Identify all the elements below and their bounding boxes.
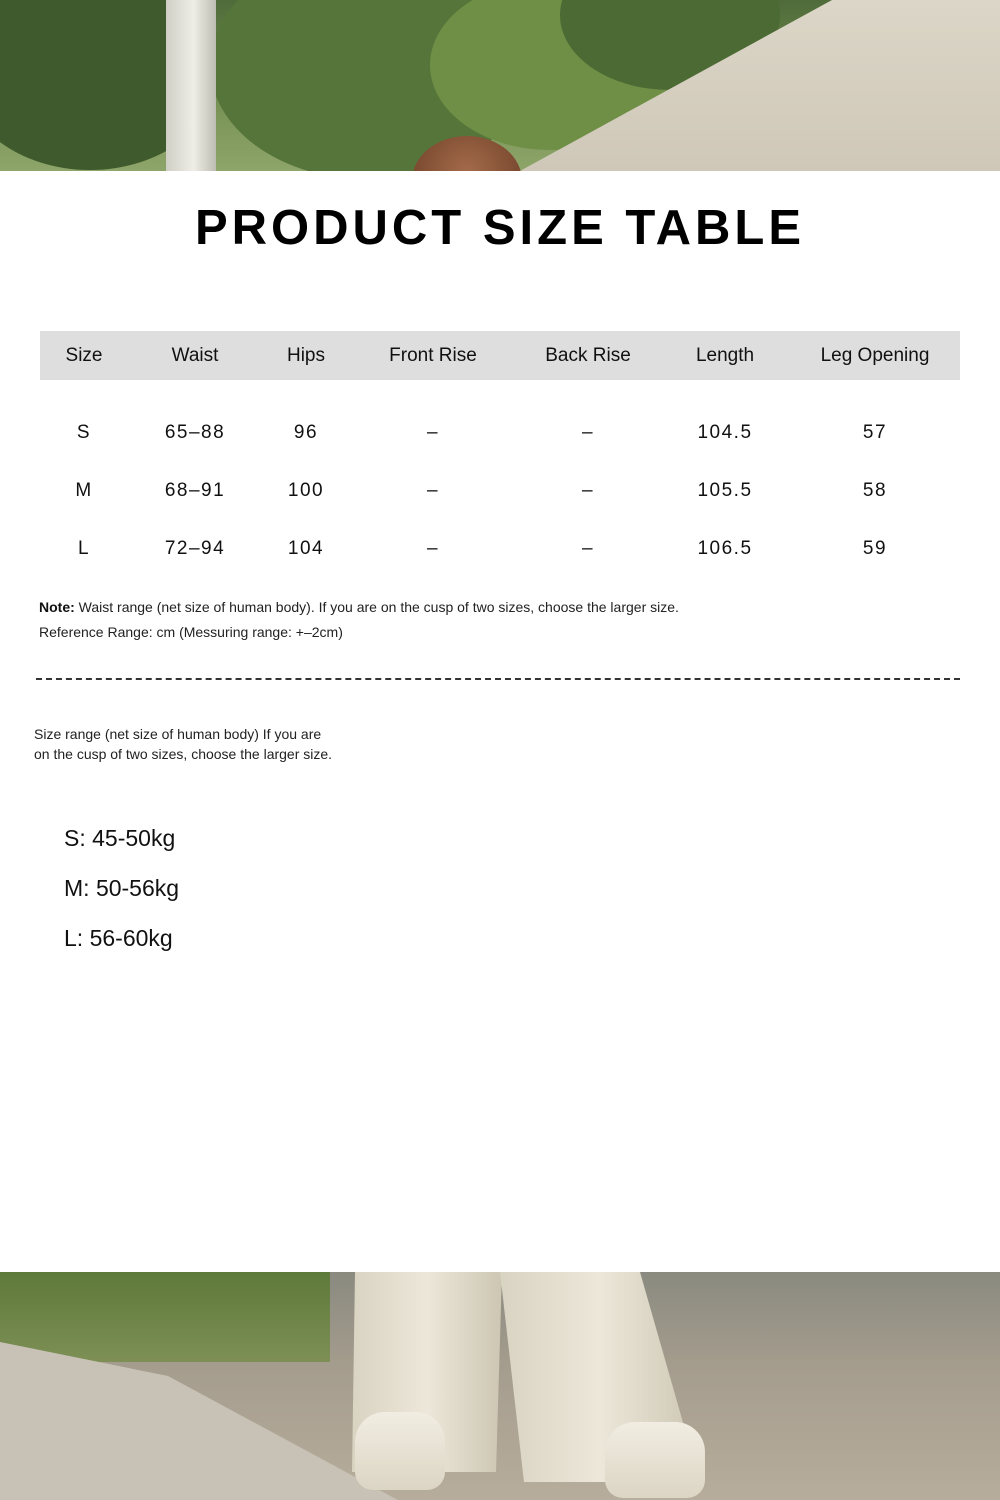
table-cell: 68–91 — [164, 480, 226, 501]
table-cell: 96 — [293, 422, 319, 443]
size-range-intro — [34, 724, 374, 764]
weight-item-l: L: 56-60kg — [64, 925, 173, 951]
header-size: Size — [40, 331, 128, 380]
table-cell: M — [75, 480, 93, 501]
header-back-rise: Back Rise — [516, 331, 660, 380]
note-label: Note: — [39, 599, 75, 615]
table-cell: – — [581, 538, 595, 559]
table-cell: – — [426, 538, 440, 559]
table-cell: 72–94 — [164, 538, 226, 559]
weight-item-s: S: 45-50kg — [64, 825, 176, 851]
sneaker — [605, 1422, 705, 1498]
reference-range: Reference Range: cm (Messuring range: +–2cm) — [39, 624, 343, 640]
weight-list — [64, 813, 179, 963]
page-title: PRODUCT SIZE TABLE — [194, 201, 806, 255]
top-product-photo — [0, 0, 1000, 171]
intro-line: Size range (net size of human body) If you are — [34, 726, 322, 742]
table-cell: – — [581, 480, 595, 501]
size-table — [40, 331, 960, 578]
table-cell: 57 — [862, 422, 888, 443]
table-cell: 100 — [287, 480, 325, 501]
table-cell: – — [426, 480, 440, 501]
table-cell: 58 — [862, 480, 888, 501]
table-cell: 104.5 — [697, 422, 753, 443]
table-cell: L — [77, 538, 91, 559]
note-line — [39, 595, 679, 620]
utility-pole — [166, 0, 216, 171]
table-cell: – — [581, 422, 595, 443]
table-header-row — [40, 331, 960, 380]
header-front-rise: Front Rise — [350, 331, 516, 380]
table-cell: 105.5 — [697, 480, 753, 501]
size-note — [39, 595, 679, 645]
dashed-divider — [36, 678, 960, 680]
table-row — [40, 380, 960, 462]
grass-patch — [0, 1272, 330, 1362]
table-cell: – — [426, 422, 440, 443]
weight-item-m: M: 50-56kg — [64, 875, 180, 901]
table-cell: 65–88 — [164, 422, 226, 443]
table-cell: 106.5 — [697, 538, 753, 559]
header-length: Length — [660, 331, 790, 380]
table-row — [40, 520, 960, 578]
table-row — [40, 462, 960, 520]
table-cell: 59 — [862, 538, 888, 559]
header-hips: Hips — [262, 331, 350, 380]
table-cell: 104 — [287, 538, 325, 559]
header-waist: Waist — [128, 331, 262, 380]
intro-line: on the cusp of two sizes, choose the larger size. — [34, 746, 333, 762]
bottom-product-photo — [0, 1272, 1000, 1500]
sneaker — [355, 1412, 445, 1490]
note-text: Waist range (net size of human body). If you are on the cusp of two sizes, choose the larger size. — [74, 599, 679, 615]
header-leg-opening: Leg Opening — [790, 331, 960, 380]
table-cell: S — [76, 422, 92, 443]
